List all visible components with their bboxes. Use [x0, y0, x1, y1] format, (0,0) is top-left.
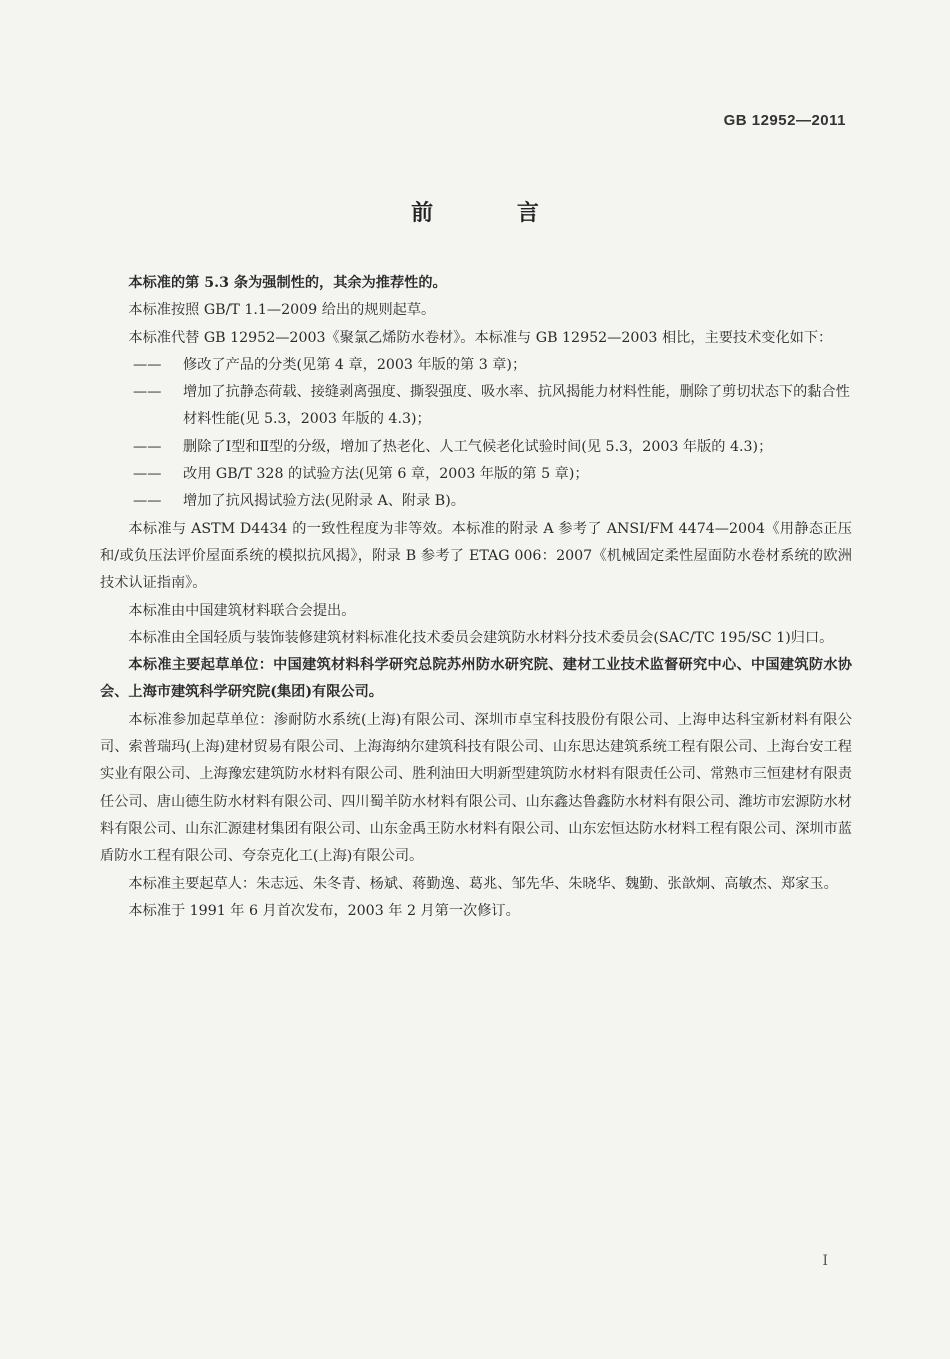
change-text: 改用 GB/T 328 的试验方法(见第 6 章，2003 年版的第 5 章)；	[183, 466, 589, 483]
dash-mark: ——	[133, 356, 162, 373]
paragraph-participating-units: 本标准参加起草单位：渗耐防水系统(上海)有限公司、深圳市卓宝科技股份有限公司、上海申达科宝新材料有限公司、索普瑞玛(上海)建材贸易有限公司、上海海纳尔建筑科技有限公司、山东思达建筑系统工程有限公司、上海台安工程实业有限公司、上海豫宏建筑防水材料有限公司、胜利油田大明新型建筑防水材料有限责任公司、常熟市三恒建材有限责任公司、唐山德生防水材料有限公司、四川蜀羊防水材料有限公司、山东鑫达鲁鑫防水材料有限公司、潍坊市宏源防水材料有限公司、山东汇源建材集团有限公司、山东金禹王防水材料有限公司、山东宏恒达防水材料工程有限公司、深圳市蓝盾防水工程有限公司、夸奈克化工(上海)有限公司。	[100, 711, 852, 865]
dash-mark: ——	[133, 384, 162, 401]
page-title: 前 言	[411, 200, 577, 226]
change-item	[100, 434, 852, 461]
standard-number: GB 12952—2011	[723, 112, 846, 129]
change-text: 修改了产品的分类(见第 4 章，2003 年版的第 3 章)；	[183, 356, 527, 373]
foreword-body	[100, 270, 852, 925]
dash-mark: ——	[133, 493, 162, 510]
change-text: 删除了Ⅰ型和Ⅱ型的分级，增加了热老化、人工气候老化试验时间(见 5.3，2003 年版的 4.3)；	[183, 438, 773, 455]
change-item	[100, 379, 852, 434]
page-number: I	[822, 1253, 828, 1269]
paragraph-publication-history: 本标准于 1991 年 6 月首次发布，2003 年 2 月第一次修订。	[128, 902, 520, 919]
change-item	[100, 461, 852, 488]
change-item	[100, 488, 852, 515]
paragraph-consistency: 本标准与 ASTM D4434 的一致性程度为非等效。本标准的附录 A 参考了 ANSI/FM 4474—2004《用静态正压和/或负压法评价屋面系统的模拟抗风揭》，附录 B 参考了 ETAG 006：2007《机械固定柔性屋面防水卷材系统的欧洲技术认证指南》。	[100, 520, 852, 592]
paragraph-under-jurisdiction: 本标准由全国轻质与装饰装修建筑材料标准化技术委员会建筑防水材料分技术委员会(SAC/TC 195/SC 1)归口。	[128, 629, 834, 646]
change-text: 增加了抗风揭试验方法(见附录 A、附录 B)。	[183, 493, 465, 510]
paragraph-replaces: 本标准代替 GB 12952—2003《聚氯乙烯防水卷材》。本标准与 GB 12952—2003 相比，主要技术变化如下：	[128, 329, 833, 346]
dash-mark: ——	[133, 438, 162, 455]
paragraph-main-drafters: 本标准主要起草人：朱志远、朱冬青、杨斌、蒋勤逸、葛兆、邹先华、朱晓华、魏勤、张歆炯、高敏杰、郑家玉。	[128, 875, 838, 892]
dash-mark: ——	[133, 466, 162, 483]
paragraph-proposed-by: 本标准由中国建筑材料联合会提出。	[128, 602, 356, 619]
paragraph-drafting-rules: 本标准按照 GB/T 1.1—2009 给出的规则起草。	[128, 302, 436, 319]
paragraph-mandatory-clause: 本标准的第 5.3 条为强制性的，其余为推荐性的。	[128, 275, 447, 291]
paragraph-main-drafting-units: 本标准主要起草单位：中国建筑材料科学研究总院苏州防水研究院、建材工业技术监督研究中心、中国建筑防水协会、上海市建筑科学研究院(集团)有限公司。	[100, 657, 852, 701]
change-item	[100, 352, 852, 379]
change-text: 增加了抗静态荷载、接缝剥离强度、撕裂强度、吸水率、抗风揭能力材料性能，删除了剪切状态下的黏合性材料性能(见 5.3，2003 年版的 4.3)；	[183, 384, 850, 428]
